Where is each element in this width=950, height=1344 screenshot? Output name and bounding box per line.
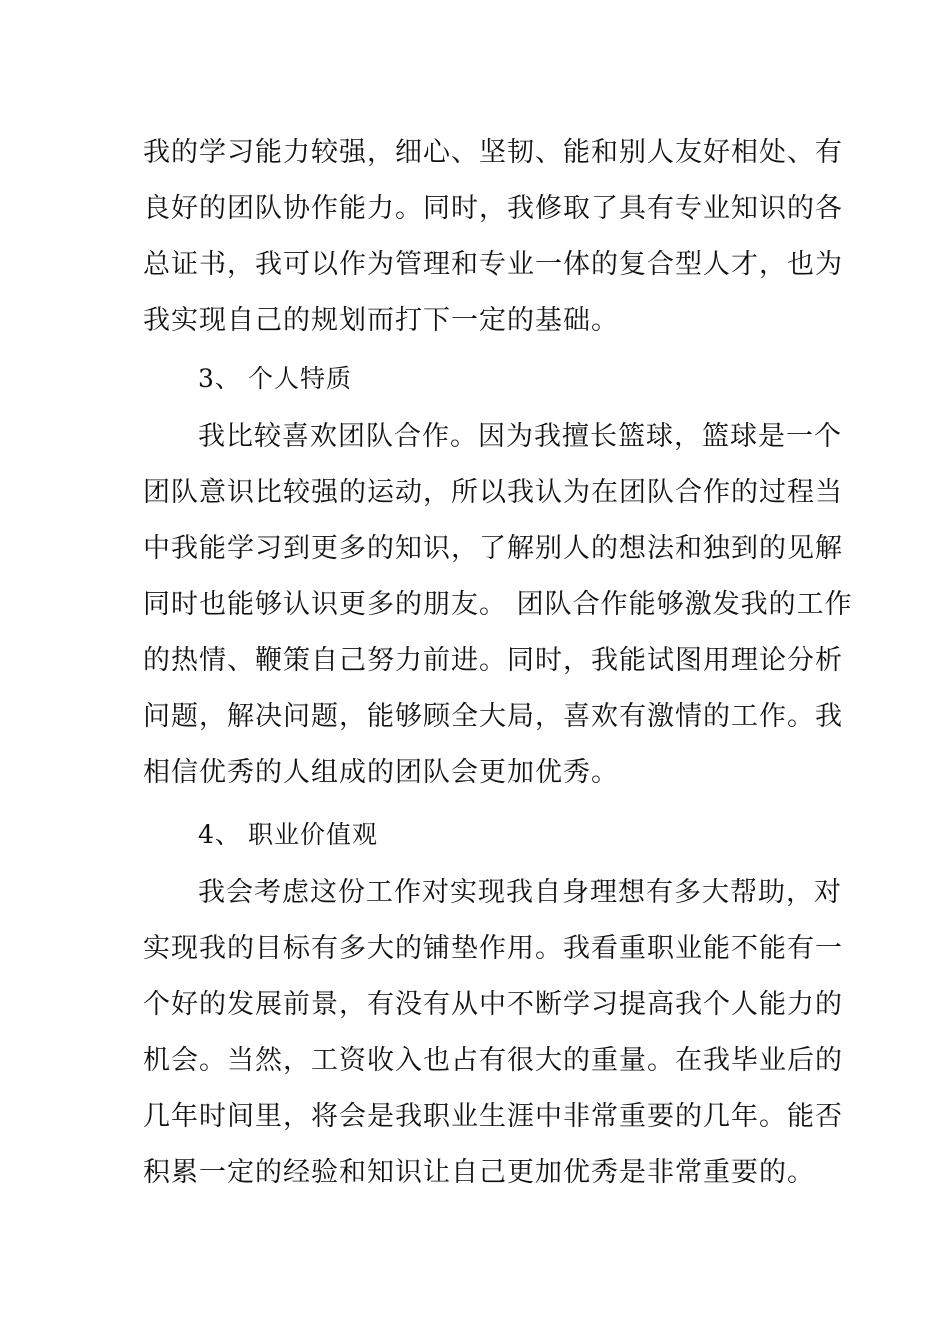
para3-line-6: 积累一定的经验和知识让自己更加优秀是非常重要的。 (143, 1157, 815, 1188)
para3-line-1: 我会考虑这份工作对实现我自身理想有多大帮助，对 (198, 877, 842, 908)
section-heading-3 (198, 362, 878, 396)
heading-title: 个人特质 (248, 364, 353, 393)
section-heading-4 (198, 818, 878, 852)
para2-line-3: 中我能学习到更多的知识，了解别人的想法和独到的见解 (143, 533, 843, 564)
para3-line-3: 个好的发展前景，有没有从中不断学习提高我个人能力的 (143, 989, 843, 1020)
para2-line-5: 的热情、鞭策自己努力前进。同时，我能试图用理论分析 (143, 645, 843, 676)
para2-line-7: 相信优秀的人组成的团队会更加优秀。 (143, 757, 619, 788)
para3-line-4: 机会。当然，工资收入也占有很大的重量。在我毕业后的 (143, 1045, 843, 1076)
para3-line-5: 几年时间里，将会是我职业生涯中非常重要的几年。能否 (143, 1101, 843, 1132)
heading-title: 职业价值观 (248, 820, 379, 849)
heading-number: 3、 (198, 364, 241, 393)
para2-line-4: 同时也能够认识更多的朋友。 团队合作能够激发我的工作 (143, 589, 853, 620)
para1-line-2: 良好的团队协作能力。同时，我修取了具有专业知识的各 (143, 193, 843, 224)
para2-line-6: 问题，解决问题，能够顾全大局，喜欢有激情的工作。我 (143, 701, 843, 732)
para3-line-2: 实现我的目标有多大的铺垫作用。我看重职业能不能有一 (143, 933, 843, 964)
para1-line-3: 总证书，我可以作为管理和专业一体的复合型人才，也为 (143, 249, 843, 280)
heading-number: 4、 (198, 820, 241, 849)
para2-line-1: 我比较喜欢团队合作。因为我擅长篮球，篮球是一个 (198, 421, 842, 452)
para1-line-4: 我实现自己的规划而打下一定的基础。 (143, 305, 619, 336)
para1-line-1: 我的学习能力较强，细心、坚韧、能和别人友好相处、有 (143, 137, 843, 168)
para2-line-2: 团队意识比较强的运动，所以我认为在团队合作的过程当 (143, 477, 843, 508)
